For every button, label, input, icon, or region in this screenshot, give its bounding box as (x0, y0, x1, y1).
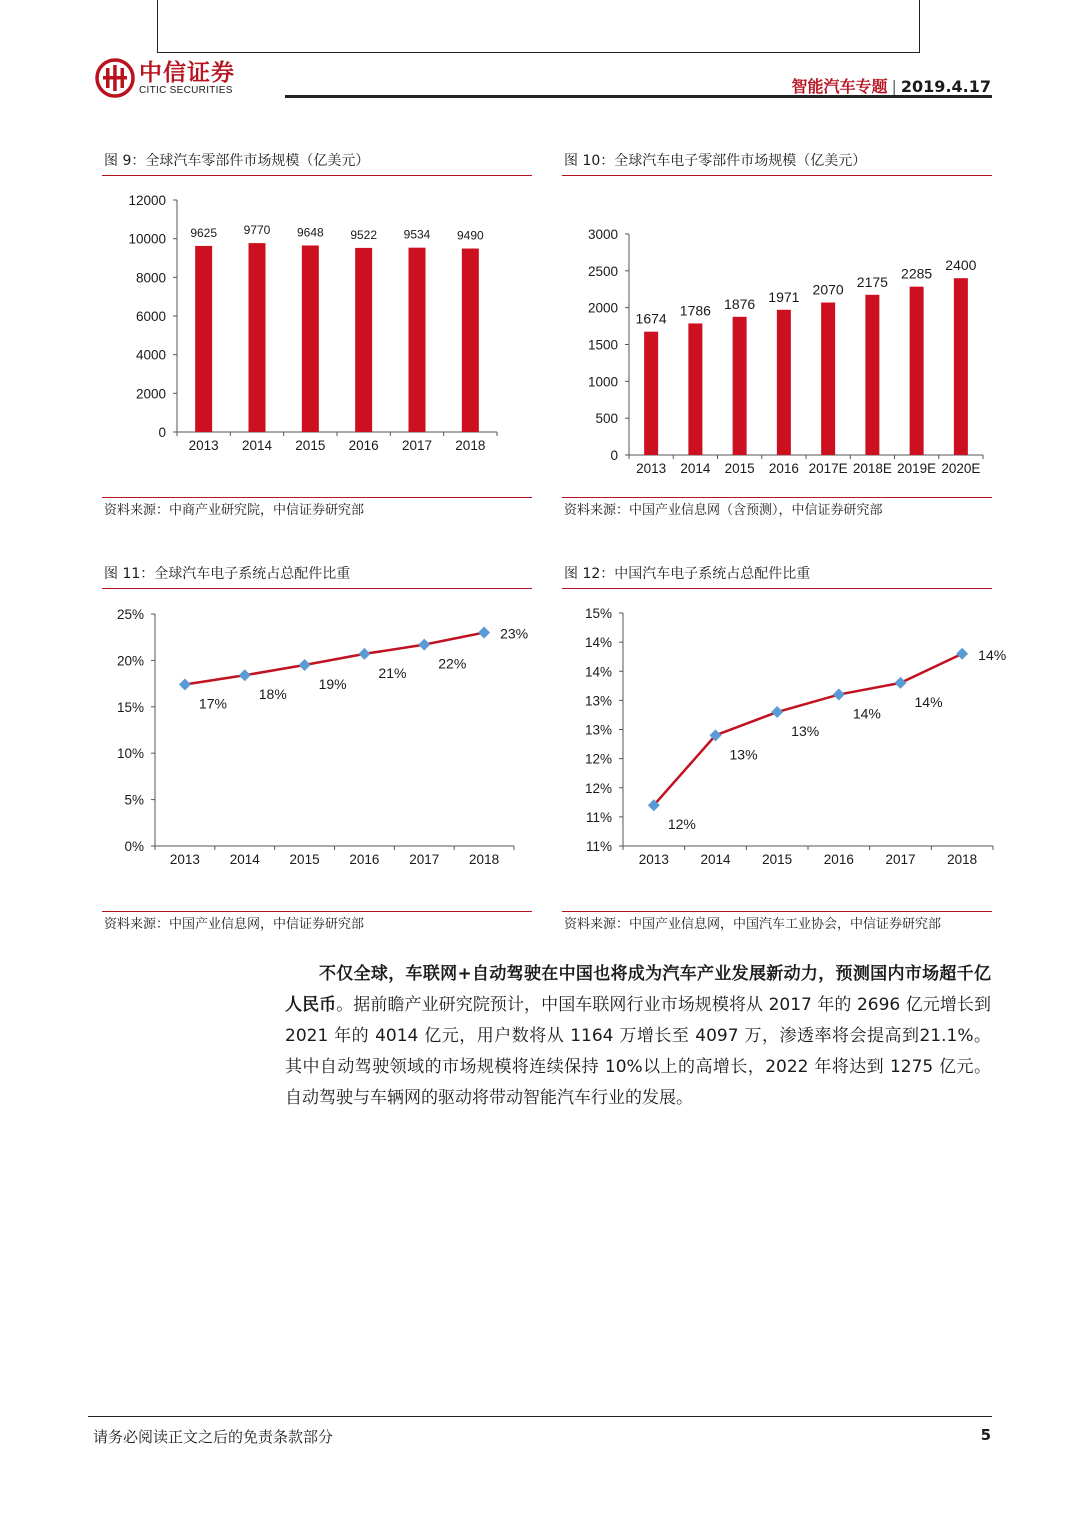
y-tick-label: 25% (116, 607, 144, 622)
y-tick-label: 8000 (135, 270, 166, 286)
data-point (956, 648, 968, 660)
y-tick-label: 20% (116, 653, 144, 669)
x-tick-label: 2018 (947, 852, 978, 867)
page-number: 5 (980, 1426, 991, 1444)
logo-en: CITIC SECURITIES (139, 84, 233, 96)
data-label: 1674 (635, 310, 667, 327)
data-label: 18% (258, 686, 287, 703)
x-tick-label: 2014 (241, 438, 273, 453)
bar (355, 248, 372, 432)
x-tick-label: 2018E (852, 461, 892, 476)
figure-source: 资料来源：中国产业信息网，中信证券研究部 (104, 917, 365, 932)
y-tick-label: 1000 (587, 374, 618, 390)
data-label: 14% (852, 705, 881, 722)
figure-title: 图 12：中国汽车电子系统占总配件比重 (564, 566, 811, 582)
bar (195, 246, 212, 432)
y-tick-label: 15% (584, 606, 612, 621)
line-chart-china-electronics-share (562, 564, 1007, 904)
footer-disclaimer: 请务必阅读正文之后的免责条款部分 (93, 1428, 334, 1446)
bar (302, 245, 319, 432)
figure-rule (562, 497, 992, 498)
y-tick-label: 10000 (128, 231, 166, 247)
figure-10 (562, 151, 992, 531)
y-tick-label: 12% (584, 751, 612, 767)
y-tick-label: 15% (116, 699, 144, 715)
data-point (239, 669, 251, 681)
y-tick-label: 4000 (135, 347, 166, 363)
data-label: 13% (729, 746, 758, 763)
data-point (895, 677, 907, 689)
y-tick-label: 500 (595, 411, 618, 427)
figure-title: 图 9：全球汽车零部件市场规模（亿美元） (104, 153, 370, 169)
bar (865, 295, 879, 455)
bar (954, 278, 968, 455)
data-label: 21% (378, 664, 407, 681)
figure-title: 图 11：全球汽车电子系统占总配件比重 (104, 566, 351, 582)
y-tick-label: 13% (584, 722, 612, 738)
data-label: 13% (791, 723, 820, 740)
x-tick-label: 2014 (229, 852, 260, 867)
figure-rule (102, 497, 532, 498)
body-text: 。据前瞻产业研究院预计，中国车联网行业市场规模将从 2017 年的 2696 亿元增长到 2021 年的 4014 亿元，用户数将从 1164 万增长至 4097 万，渗透率将会提高到21.1%。其中自动驾驶领域的市场规模将连续保持 10%以上的高增长，2022 年将达到 1275 亿元。自动驾驶与车辆网的驱动将带动智能汽车行业的发展。 (285, 995, 991, 1108)
y-tick-label: 5% (124, 792, 144, 808)
y-tick-label: 0% (124, 839, 144, 854)
x-tick-label: 2017E (808, 461, 848, 476)
x-tick-label: 2016 (349, 852, 380, 867)
figure-rule (562, 911, 992, 912)
x-tick-label: 2016 (768, 461, 799, 476)
y-tick-label: 10% (116, 746, 144, 762)
data-label: 9625 (190, 225, 218, 240)
data-label: 19% (318, 676, 347, 693)
data-point (771, 706, 783, 718)
x-tick-label: 2014 (680, 461, 711, 476)
bar-chart-global-auto-parts (102, 151, 532, 491)
x-tick-label: 2018 (469, 852, 500, 867)
figure-source: 资料来源：中国产业信息网，中国汽车工业协会，中信证券研究部 (564, 917, 942, 932)
x-tick-label: 2013 (636, 461, 667, 476)
figure-12 (562, 564, 1007, 944)
y-tick-label: 2500 (587, 263, 618, 279)
x-tick-label: 2017 (401, 438, 433, 453)
data-label: 23% (500, 625, 529, 642)
data-label: 1786 (679, 302, 711, 319)
bar (409, 248, 426, 432)
line-chart-global-electronics-share (102, 564, 532, 904)
data-point (833, 689, 845, 701)
footer-rule (88, 1416, 992, 1417)
figure-source: 资料来源：中商产业研究院，中信证券研究部 (104, 503, 365, 518)
x-tick-label: 2017 (409, 852, 440, 867)
bar (462, 249, 479, 432)
data-label: 2400 (945, 257, 977, 274)
body-bold-lead: 不仅全球，车联网+自动驾驶在中国也将成为汽车产业发展新动力，预测国内市场超千亿人民币 (285, 964, 991, 1015)
chart-area (102, 564, 532, 904)
y-tick-label: 14% (584, 635, 612, 651)
data-label: 17% (198, 695, 227, 712)
bar (688, 323, 702, 455)
figure-title: 图 10：全球汽车电子零部件市场规模（亿美元） (564, 153, 867, 169)
figure-rule (102, 911, 532, 912)
x-tick-label: 2015 (289, 852, 320, 867)
data-point (179, 679, 191, 691)
bar (910, 287, 924, 455)
data-label: 2070 (812, 281, 844, 298)
x-tick-label: 2019E (897, 461, 937, 476)
figure-source: 资料来源：中国产业信息网（含预测），中信证券研究部 (564, 503, 883, 518)
chart-area (102, 151, 532, 491)
bar (733, 317, 747, 455)
data-label: 9534 (403, 227, 431, 242)
y-tick-label: 2000 (135, 386, 166, 402)
data-point (358, 648, 370, 660)
x-tick-label: 2020E (941, 461, 981, 476)
data-label: 2285 (901, 265, 933, 282)
y-tick-label: 12% (584, 780, 612, 796)
bar (821, 303, 835, 455)
chart-area (562, 564, 1007, 904)
y-tick-label: 3000 (587, 227, 618, 242)
data-label: 14% (978, 646, 1007, 663)
data-label: 9770 (243, 223, 271, 238)
report-topic: 智能汽车专题 (791, 77, 888, 96)
data-label: 22% (438, 655, 467, 672)
x-tick-label: 2015 (762, 852, 793, 867)
data-label: 9490 (456, 228, 484, 243)
data-point (478, 627, 490, 639)
y-tick-label: 6000 (135, 309, 166, 324)
header-separator: | (891, 77, 897, 96)
figure-9 (102, 151, 532, 531)
x-tick-label: 2013 (638, 852, 669, 867)
data-label: 1971 (768, 288, 800, 305)
citic-logo-icon (95, 58, 135, 98)
data-point (418, 639, 430, 651)
logo-cn: 中信证券 (139, 59, 235, 86)
x-tick-label: 2016 (823, 852, 854, 867)
bar (777, 310, 791, 455)
body-paragraph (285, 959, 991, 1114)
data-label: 9522 (350, 227, 378, 242)
figure-11 (102, 564, 532, 944)
y-tick-label: 11% (585, 839, 612, 854)
y-tick-label: 14% (584, 664, 612, 680)
data-point (299, 659, 311, 671)
y-tick-label: 11% (585, 809, 612, 825)
report-header (792, 74, 992, 97)
bar-chart-global-auto-electronics (562, 151, 992, 491)
y-tick-label: 1500 (587, 337, 618, 353)
data-label: 14% (914, 693, 943, 710)
y-tick-label: 12000 (128, 193, 166, 208)
x-tick-label: 2016 (348, 438, 379, 453)
x-tick-label: 2017 (885, 852, 916, 867)
chart-area (562, 151, 992, 491)
top-frame (157, 0, 920, 53)
y-tick-label: 13% (584, 693, 612, 709)
y-tick-label: 0 (158, 425, 166, 440)
report-date: 2019.4.17 (900, 77, 991, 96)
x-tick-label: 2013 (188, 438, 219, 453)
data-label: 9648 (296, 225, 324, 240)
x-tick-label: 2015 (295, 438, 326, 453)
x-tick-label: 2015 (724, 461, 755, 476)
bar (249, 243, 266, 432)
y-tick-label: 2000 (587, 300, 618, 316)
logo (95, 58, 235, 98)
data-label: 12% (667, 816, 696, 833)
x-tick-label: 2018 (455, 438, 486, 453)
bar (644, 332, 658, 455)
y-tick-label: 0 (610, 448, 618, 463)
data-label: 2175 (856, 273, 888, 290)
x-tick-label: 2014 (700, 852, 731, 867)
data-label: 1876 (724, 295, 756, 312)
header-rule (285, 95, 992, 98)
x-tick-label: 2013 (169, 852, 200, 867)
